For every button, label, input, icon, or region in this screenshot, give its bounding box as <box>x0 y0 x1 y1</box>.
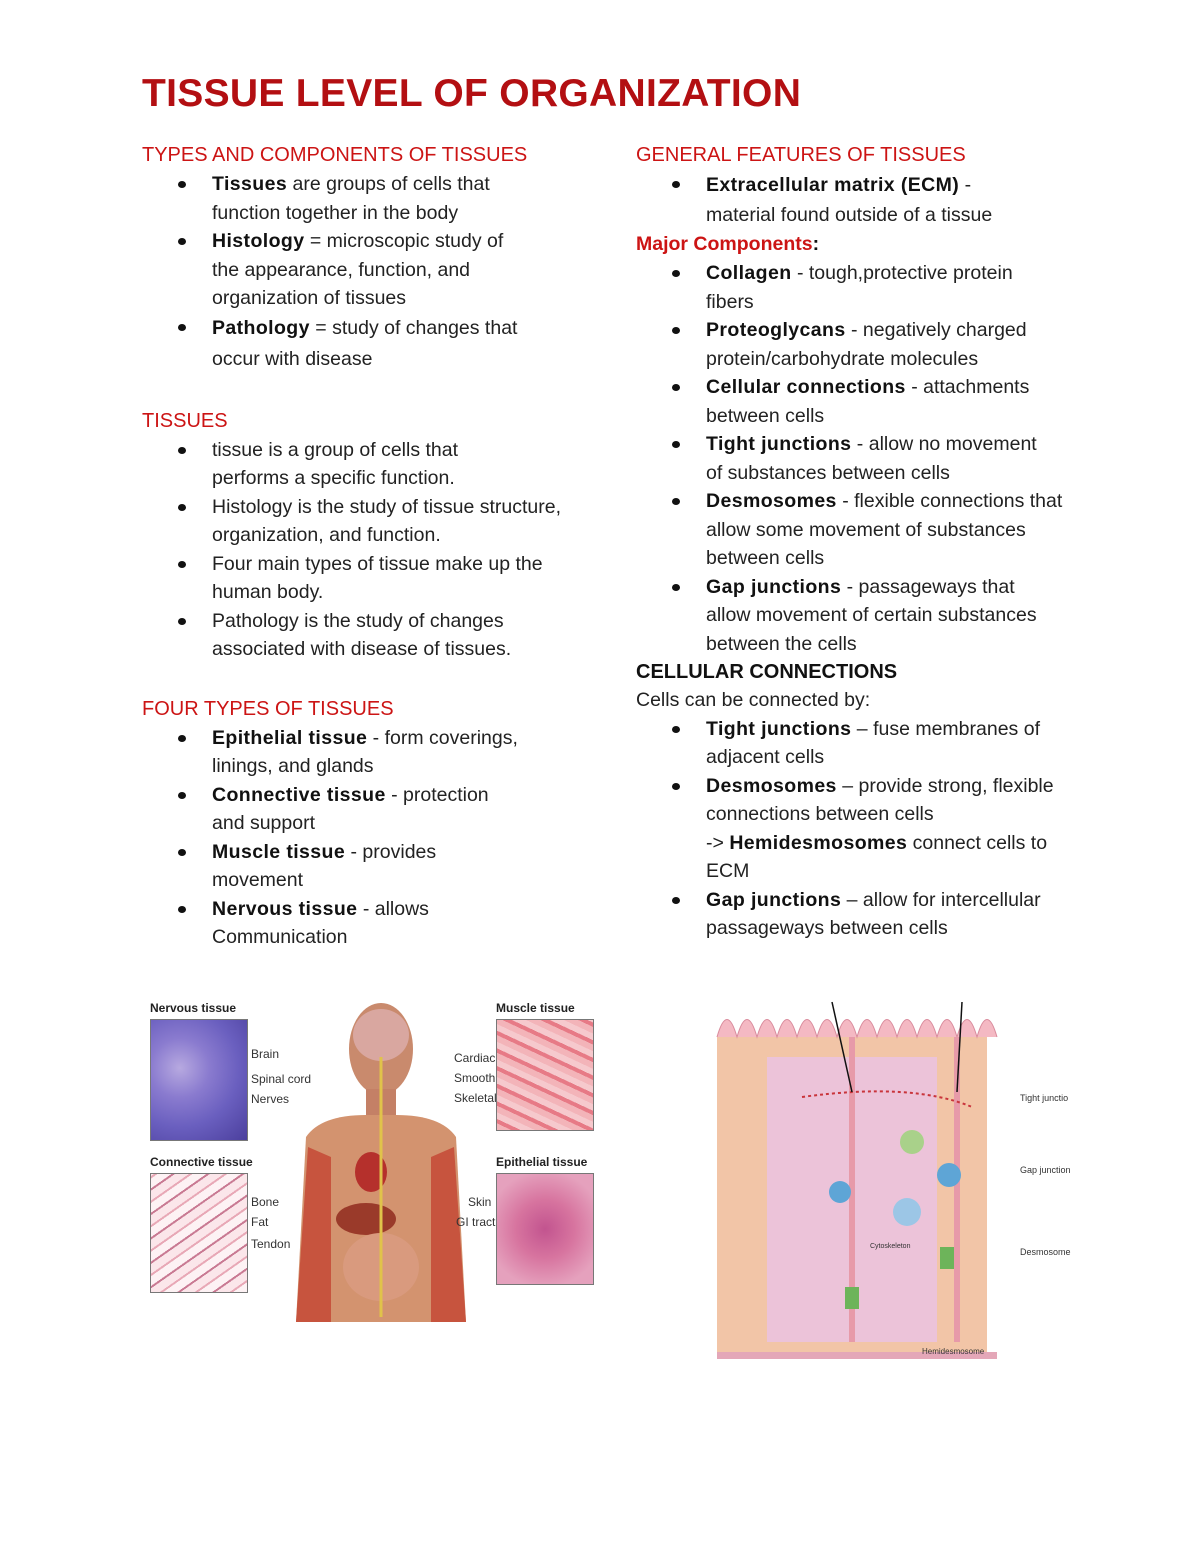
human-body-illustration <box>286 997 476 1322</box>
callout-skeletal: Skeletal <box>454 1091 497 1105</box>
callout-spinal-cord: Spinal cord <box>251 1072 312 1086</box>
cytoskeleton-label: Cytoskeleton <box>870 1243 911 1250</box>
definition: - allows Communication <box>212 897 429 948</box>
definition: - material found outside of a tissue <box>706 174 993 226</box>
term: Proteoglycans <box>706 319 846 341</box>
definition: - negatively charged protein/carbohydrate molecules <box>706 319 1027 370</box>
definition: are groups of cells that function together in the body <box>212 173 490 224</box>
term: Tissues <box>212 173 288 195</box>
list-item <box>636 430 1076 487</box>
list-item <box>142 895 582 952</box>
list-item <box>636 772 1076 886</box>
left-column <box>142 140 582 952</box>
definition: – provide strong, flexible connections between cells <box>706 774 1054 825</box>
list-item <box>142 227 582 313</box>
list-item <box>142 724 582 781</box>
major-components-colon: : <box>812 233 820 255</box>
types-list <box>142 170 582 375</box>
callout-fat: Fat <box>251 1215 269 1229</box>
term: Gap junctions <box>706 888 842 911</box>
four-types-list <box>142 724 582 952</box>
list-item <box>636 316 1076 373</box>
definition: – allow for intercellular passageways between cells <box>706 888 1041 939</box>
tissues-list <box>142 436 582 664</box>
term: Tight junctions <box>706 717 852 740</box>
tissue-types-figure <box>146 997 598 1322</box>
section-heading-general-features: GENERAL FEATURES OF TISSUES <box>636 144 966 166</box>
general-features-list <box>636 170 1076 230</box>
term: Cellular connections <box>706 376 906 398</box>
nervous-tissue-label: Nervous tissue <box>150 1001 237 1015</box>
callout-skin: Skin <box>468 1195 492 1209</box>
sub-arrow: -> <box>706 831 730 854</box>
list-item <box>142 170 582 227</box>
definition: – fuse membranes of adjacent cells <box>706 717 1040 768</box>
nervous-tissue-sample <box>150 1019 248 1141</box>
term: Hemidesmosomes <box>729 831 908 854</box>
callout-nerves: Nerves <box>251 1092 290 1106</box>
epithelial-tissue-label: Epithelial tissue <box>496 1155 588 1169</box>
connective-tissue-sample <box>150 1173 248 1293</box>
list-item <box>636 259 1076 316</box>
callout-smooth: Smooth <box>454 1071 496 1085</box>
page-title: TISSUE LEVEL OF ORGANIZATION <box>142 72 802 115</box>
list-item <box>142 838 582 895</box>
term: Desmosomes <box>706 490 837 512</box>
callout-tendon: Tendon <box>251 1237 291 1251</box>
tight-junction-label: Tight junctio <box>1020 1093 1069 1103</box>
definition: - attachments between cells <box>706 376 1030 427</box>
definition: - form coverings, linings, and glands <box>212 726 518 777</box>
term: Connective tissue <box>212 783 386 806</box>
list-item <box>636 170 1076 230</box>
section-heading-tissues: TISSUES <box>142 409 228 432</box>
list-item: Four main types of tissue make up the human body. <box>142 550 582 607</box>
desmosome-label: Desmosome <box>1020 1247 1071 1257</box>
definition: - provides movement <box>212 840 437 891</box>
term: Tight junctions <box>706 433 852 455</box>
gap-junction-label: Gap junction <box>1020 1165 1071 1175</box>
epithelial-tissue-sample <box>496 1173 594 1285</box>
definition: - allow no movement of substances between cells <box>706 433 1037 484</box>
connective-tissue-label: Connective tissue <box>150 1155 253 1169</box>
list-item <box>636 487 1076 573</box>
muscle-tissue-sample <box>496 1019 594 1131</box>
term: Pathology <box>212 316 310 339</box>
list-item <box>636 373 1076 430</box>
major-components-text: Major Components <box>636 233 813 255</box>
term: Gap junctions <box>706 575 842 598</box>
definition: connect cells to ECM <box>706 831 1048 882</box>
list-item: Pathology is the study of changes associated with disease of tissues. <box>142 607 582 664</box>
definition: - flexible connections that allow some movement of substances between cells <box>706 490 1063 569</box>
list-item: Histology is the study of tissue structure, organization, and function. <box>142 493 582 550</box>
term: Nervous tissue <box>212 897 358 920</box>
term: Epithelial tissue <box>212 726 368 749</box>
section-heading-cellular-connections: CELLULAR CONNECTIONS <box>636 661 898 683</box>
definition: - tough,protective protein fibers <box>706 262 1013 313</box>
term: Muscle tissue <box>212 840 346 863</box>
term: Extracellular matrix (ECM) <box>706 174 960 196</box>
definition: = microscopic study of the appearance, function, and organization of tissues <box>212 230 504 309</box>
major-components-list <box>636 259 1076 658</box>
cell-junctions-figure <box>712 997 1082 1359</box>
cellular-connections-intro: Cells can be connected by: <box>636 689 871 711</box>
major-components-label <box>636 230 1076 259</box>
term: Collagen <box>706 262 792 284</box>
section-heading-four-types: FOUR TYPES OF TISSUES <box>142 697 394 720</box>
definition: - protection and support <box>212 783 489 834</box>
muscle-tissue-label: Muscle tissue <box>496 1001 575 1015</box>
definition: = study of changes that occur with disease <box>212 316 518 370</box>
right-column <box>636 140 1076 943</box>
list-item <box>142 781 582 838</box>
callout-gi-tract: GI tract <box>456 1215 496 1229</box>
callout-cardiac: Cardiac <box>454 1051 496 1065</box>
hemidesmosome-label: Hemidesmosome <box>922 1347 985 1356</box>
list-item <box>636 715 1076 772</box>
term: Histology <box>212 230 305 252</box>
term: Desmosomes <box>706 774 837 797</box>
definition: - passageways that allow movement of certain substances between the cells <box>706 575 1037 655</box>
list-item <box>636 573 1076 659</box>
cellular-connections-list <box>636 715 1076 943</box>
list-item <box>142 313 582 375</box>
epithelial-cells-illustration <box>712 997 1002 1359</box>
callout-bone: Bone <box>251 1195 280 1209</box>
section-heading-types: TYPES AND COMPONENTS OF TISSUES <box>142 144 528 166</box>
list-item: tissue is a group of cells that performs a specific function. <box>142 436 582 493</box>
callout-brain: Brain <box>251 1047 280 1061</box>
list-item <box>636 886 1076 943</box>
